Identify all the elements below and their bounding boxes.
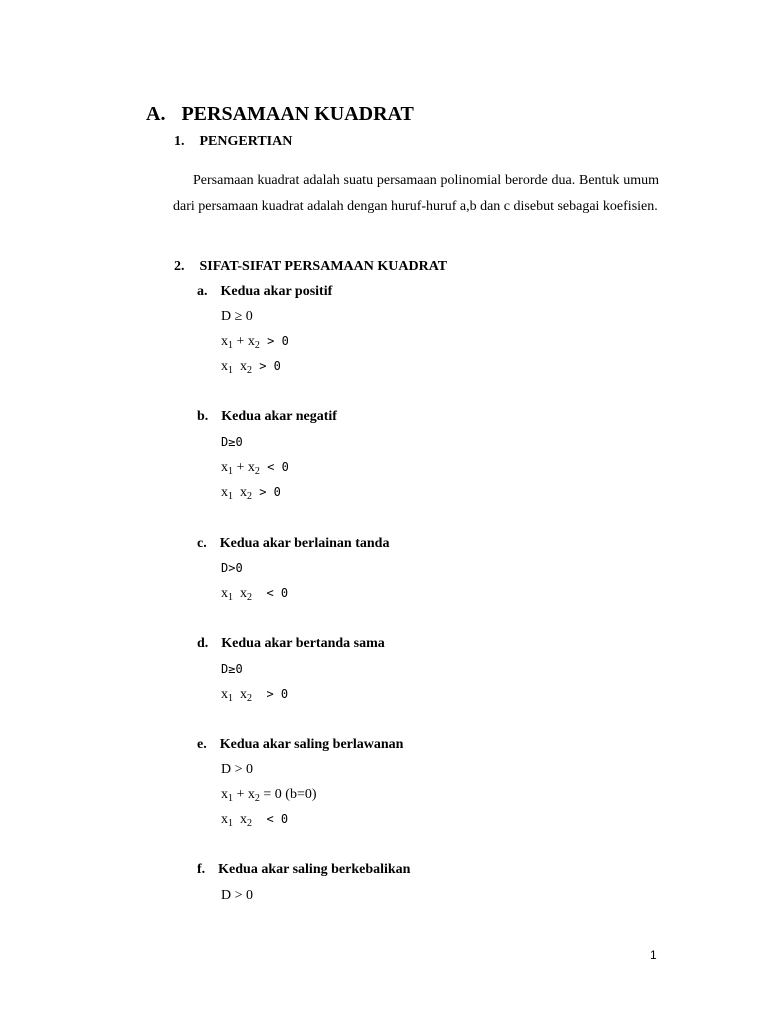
section-letter: A. — [146, 103, 166, 125]
sifat-item-a — [197, 284, 332, 300]
section-heading — [146, 103, 414, 126]
condition-line: $x_1 + x_2 = 0$ (b=0) — [221, 787, 317, 804]
pengertian-paragraph-text: Persamaan kuadrat adalah suatu persamaan polinomial berorde dua. Bentuk umum dari persamaan kuadrat adalah dengan huruf-huruf a,b dan c disebut sebagai koefisien. — [173, 173, 659, 214]
item-title: Kedua akar berlainan tanda — [219, 536, 390, 551]
condition-line: D ≥ 0 — [221, 309, 253, 324]
sifat-item-d — [197, 636, 385, 652]
condition-line: D≥0 — [221, 662, 243, 676]
sifat-number: 2. — [174, 259, 185, 274]
sifat-item-e — [197, 737, 403, 753]
condition-line: D > 0 — [221, 762, 254, 777]
condition-line: $x_1$ $x_2 < 0$ — [221, 812, 289, 829]
condition-line: $x_1$ $x_2 > 0$ — [221, 485, 281, 502]
sifat-item-f — [197, 862, 410, 878]
item-letter: a. — [197, 284, 208, 299]
item-letter: d. — [197, 636, 209, 651]
pengertian-heading — [174, 134, 292, 150]
condition-line: $x_1$ $x_2 > 0$ — [221, 359, 281, 376]
condition-line: $x_1 + x_2 > 0$ — [221, 334, 289, 351]
pengertian-number: 1. — [174, 134, 185, 149]
item-letter: c. — [197, 536, 207, 551]
item-letter: f. — [197, 862, 206, 877]
condition-line: D > 0 — [221, 888, 254, 903]
page-number: 1 — [650, 948, 657, 962]
item-title: Kedua akar positif — [220, 284, 333, 299]
sifat-item-c — [197, 536, 389, 552]
sifat-heading — [174, 259, 447, 275]
pengertian-title: PENGERTIAN — [199, 134, 293, 149]
item-letter: e. — [197, 737, 207, 752]
pengertian-paragraph — [173, 168, 659, 220]
condition-line: $x_1 + x_2 < 0$ — [221, 460, 289, 477]
item-letter: b. — [197, 409, 209, 424]
item-title: Kedua akar saling berkebalikan — [218, 862, 411, 877]
condition-line: $x_1$ $x_2 > 0$ — [221, 687, 289, 704]
condition-line: D≥0 — [221, 435, 243, 449]
sifat-title: SIFAT-SIFAT PERSAMAAN KUADRAT — [199, 259, 448, 274]
item-title: Kedua akar bertanda sama — [221, 636, 385, 651]
item-title: Kedua akar saling berlawanan — [219, 737, 404, 752]
condition-line: D>0 — [221, 561, 243, 575]
sifat-item-b — [197, 409, 337, 425]
condition-line: $x_1$ $x_2 < 0$ — [221, 586, 289, 603]
section-title: PERSAMAAN KUADRAT — [181, 103, 414, 125]
item-title: Kedua akar negatif — [221, 409, 337, 424]
